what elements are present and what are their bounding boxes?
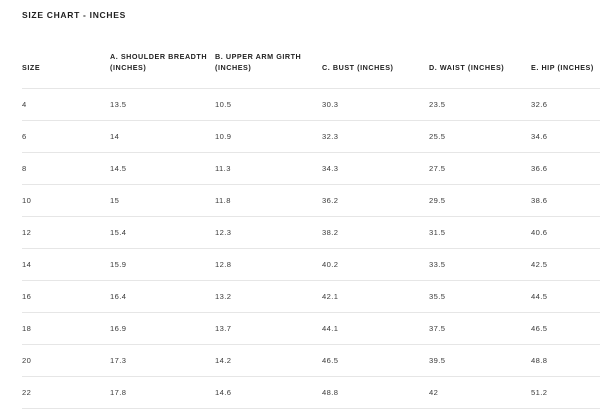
cell-size: 14 [22,248,110,280]
table-row [22,312,600,344]
cell-upper-arm-girth: 10.9 [215,120,322,152]
cell-size: 10 [22,184,110,216]
column-header-hip: E. HIP (INCHES) [531,62,594,72]
cell-upper-arm-girth: 12.8 [215,248,322,280]
table-head [22,26,600,88]
page-title: SIZE CHART - INCHES [22,10,126,20]
cell-size: 12 [22,216,110,248]
cell-hip: 40.6 [531,216,600,248]
cell-waist: 23.5 [429,88,531,120]
cell-size: 8 [22,152,110,184]
cell-hip: 32.6 [531,88,600,120]
cell-shoulder-breadth: 16.4 [110,280,215,312]
cell-size: 6 [22,120,110,152]
cell-size: 18 [22,312,110,344]
cell-waist: 29.5 [429,184,531,216]
column-header-upper-arm-girth: B. UPPER ARM GIRTH (INCHES) [215,51,302,72]
cell-hip: 42.5 [531,248,600,280]
cell-hip: 36.6 [531,152,600,184]
cell-hip: 46.5 [531,312,600,344]
cell-bust: 34.3 [322,152,429,184]
table-row [22,280,600,312]
cell-bust: 30.3 [322,88,429,120]
cell-bust: 32.3 [322,120,429,152]
cell-upper-arm-girth: 14.2 [215,344,322,376]
cell-bust: 38.2 [322,216,429,248]
cell-waist: 31.5 [429,216,531,248]
cell-waist: 35.5 [429,280,531,312]
table-row [22,184,600,216]
cell-waist: 33.5 [429,248,531,280]
table-row [22,120,600,152]
cell-bust: 36.2 [322,184,429,216]
column-header-shoulder-breadth: A. SHOULDER BREADTH (INCHES) [110,51,208,72]
table-row [22,344,600,376]
table-row [22,248,600,280]
cell-bust: 44.1 [322,312,429,344]
cell-shoulder-breadth: 14 [110,120,215,152]
cell-bust: 46.5 [322,344,429,376]
cell-shoulder-breadth: 14.5 [110,152,215,184]
cell-shoulder-breadth: 15.4 [110,216,215,248]
cell-upper-arm-girth: 13.7 [215,312,322,344]
cell-upper-arm-girth: 13.2 [215,280,322,312]
cell-shoulder-breadth: 15 [110,184,215,216]
cell-upper-arm-girth: 12.3 [215,216,322,248]
cell-size: 16 [22,280,110,312]
cell-upper-arm-girth: 11.8 [215,184,322,216]
cell-upper-arm-girth: 14.6 [215,376,322,408]
table-row [22,216,600,248]
cell-bust: 48.8 [322,376,429,408]
column-header-waist: D. WAIST (INCHES) [429,62,505,72]
cell-size: 4 [22,88,110,120]
cell-waist: 42 [429,376,531,408]
cell-hip: 48.8 [531,344,600,376]
table-body [22,88,600,408]
cell-shoulder-breadth: 17.8 [110,376,215,408]
table-row [22,152,600,184]
cell-hip: 51.2 [531,376,600,408]
cell-bust: 42.1 [322,280,429,312]
cell-upper-arm-girth: 10.5 [215,88,322,120]
column-header-bust: C. BUST (INCHES) [322,62,394,72]
cell-size: 20 [22,344,110,376]
cell-upper-arm-girth: 11.3 [215,152,322,184]
cell-waist: 25.5 [429,120,531,152]
size-chart-table [22,26,600,409]
cell-waist: 39.5 [429,344,531,376]
cell-size: 22 [22,376,110,408]
table-header-row [22,26,600,88]
cell-shoulder-breadth: 17.3 [110,344,215,376]
table-row [22,376,600,408]
cell-waist: 27.5 [429,152,531,184]
cell-shoulder-breadth: 13.5 [110,88,215,120]
cell-shoulder-breadth: 16.9 [110,312,215,344]
cell-hip: 44.5 [531,280,600,312]
cell-hip: 34.6 [531,120,600,152]
table-row [22,88,600,120]
column-header-size: SIZE [22,62,41,72]
cell-waist: 37.5 [429,312,531,344]
cell-hip: 38.6 [531,184,600,216]
cell-bust: 40.2 [322,248,429,280]
cell-shoulder-breadth: 15.9 [110,248,215,280]
